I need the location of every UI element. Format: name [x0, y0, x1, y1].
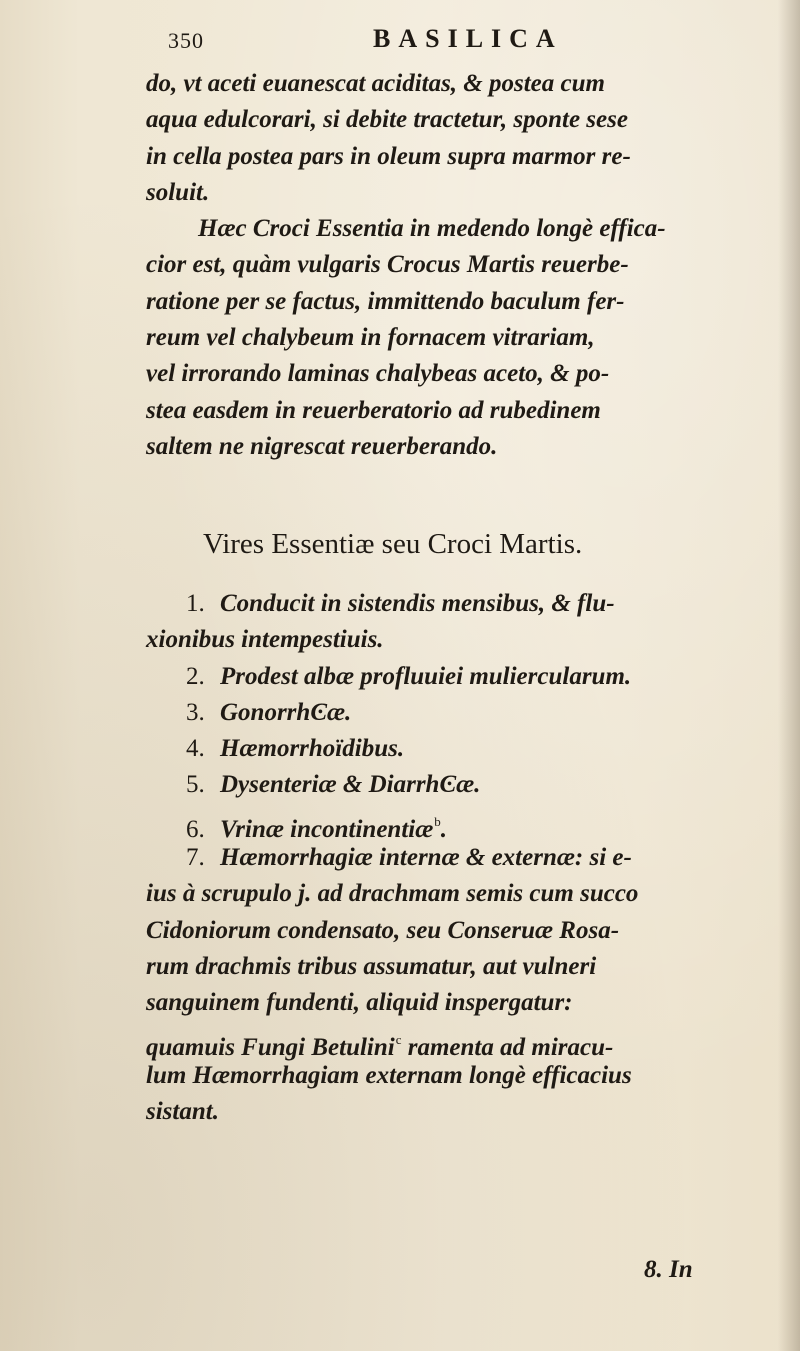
item-text: Vrinæ incontinentiæ	[220, 815, 434, 843]
list-item-continuation	[146, 1022, 796, 1061]
text-line: soluit.	[146, 178, 210, 206]
list-item	[146, 731, 796, 767]
footnote-marker: b	[434, 813, 441, 829]
text-line: stea easdem in reuerberatorio ad rubedinem	[146, 396, 601, 424]
item-number: 7.	[186, 844, 205, 872]
text-line: do, vt aceti euanescat aciditas, & postea cum	[146, 70, 605, 97]
running-head: BASILICA	[373, 24, 563, 53]
item-text: Prodest albæ profluuiei muliercularum.	[220, 662, 632, 690]
footnote-marker: c	[395, 1031, 402, 1047]
item-text: sistant.	[146, 1098, 219, 1126]
item-number: 2.	[186, 662, 205, 690]
body-paragraph	[146, 66, 796, 465]
item-text: lum Hæmorrhagiam externam longè efficacius	[146, 1061, 632, 1089]
text-line: vel irrorando laminas chalybeas aceto, & po-	[146, 360, 610, 388]
list-item-continuation	[146, 985, 796, 1021]
list-item-continuation	[146, 1094, 796, 1130]
item-text: ius à scrupulo j. ad drachmam semis cum succo	[146, 880, 639, 908]
item-text: Dysenteriæ & DiarrhϾæ.	[220, 771, 481, 799]
list-item	[146, 695, 796, 731]
list-item-continuation	[146, 1058, 796, 1094]
virtues-list	[146, 586, 796, 1130]
list-item	[146, 659, 796, 695]
item-text-tail: .	[440, 815, 448, 843]
item-text: rum drachmis tribus assumatur, aut vulneri	[146, 952, 597, 980]
item-text: Hæmorrhoïdibus.	[220, 735, 405, 763]
item-text-tail: ramenta ad miracu-	[401, 1033, 614, 1061]
item-text: GonorrhϾæ.	[220, 698, 352, 726]
list-item-continuation	[146, 622, 796, 658]
text-line: cior est, quàm vulgaris Crocus Martis reuerbe-	[146, 251, 629, 279]
text-line: ratione per se factus, immittendo baculum fer-	[146, 287, 625, 315]
page-number: 350	[168, 28, 204, 53]
item-text: Cidoniorum condensato, seu Conseruæ Rosa-	[146, 916, 620, 944]
list-item-continuation	[146, 913, 796, 949]
item-text: sanguinem fundenti, aliquid inspergatur:	[146, 989, 573, 1017]
item-text: xionibus intempestiuis.	[146, 626, 384, 654]
catchword: 8. In	[644, 1256, 693, 1283]
text-line: aqua edulcorari, si debite tractetur, sponte sese	[146, 106, 628, 134]
text-line: reum vel chalybeum in fornacem vitrariam,	[146, 324, 595, 352]
item-text: Conducit in sistendis mensibus, & flu-	[220, 590, 615, 617]
text-line: in cella postea pars in oleum supra marmor re-	[146, 142, 631, 170]
section-heading: Vires Essentiæ seu Croci Martis.	[203, 528, 583, 560]
list-item-continuation	[146, 876, 796, 912]
item-number: 4.	[186, 735, 205, 763]
list-item	[146, 840, 796, 876]
item-number: 5.	[186, 771, 205, 799]
item-number: 1.	[186, 590, 205, 617]
list-item	[146, 586, 796, 622]
item-text: quamuis Fungi Betulini	[146, 1033, 395, 1061]
item-number: 3.	[186, 698, 205, 726]
list-item	[146, 767, 796, 803]
item-text: Hæmorrhagiæ internæ & externæ: si e-	[220, 844, 632, 872]
list-item-continuation	[146, 949, 796, 985]
page-header	[168, 20, 628, 60]
text-line: saltem ne nigrescat reuerberando.	[146, 432, 498, 460]
item-number: 6.	[186, 815, 205, 843]
text-line: Hæc Croci Essentia in medendo longè effica-	[198, 215, 666, 243]
list-item	[146, 804, 796, 843]
